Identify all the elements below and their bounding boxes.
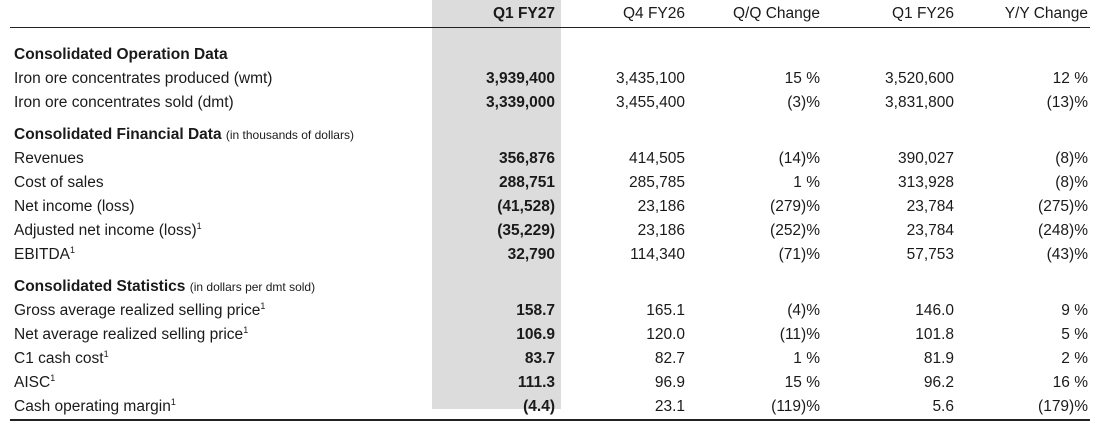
row-label: Net average realized selling price: [14, 326, 244, 343]
row-label: Gross average realized selling price: [14, 302, 261, 319]
financial-summary-table: [10, 0, 1090, 421]
value-qq-change: (14)%: [778, 150, 820, 167]
value-q1fy27: 111.3: [517, 374, 555, 391]
row-label: Iron ore concentrates produced (wmt): [14, 70, 273, 87]
value-q1fy27: 32,790: [507, 246, 555, 263]
section-title: [10, 28, 1090, 68]
footnote-marker: 1: [69, 244, 75, 255]
value-q4fy26: 82.7: [654, 350, 685, 367]
value-qq-change: (11)%: [779, 326, 820, 343]
row-label-cell: [10, 347, 432, 371]
table-row: [10, 195, 1090, 219]
table-row: [10, 299, 1090, 323]
value-q1fy26: 3,520,600: [885, 70, 954, 87]
value-q1fy26: 23,784: [906, 222, 954, 239]
table-row: [10, 67, 1090, 91]
value-q1fy27: 356,876: [498, 150, 555, 167]
value-q4fy26: 23.1: [561, 395, 687, 420]
value-qq-change: (3)%: [787, 94, 820, 111]
value-yy-change: 2 %: [1061, 350, 1088, 367]
table-row: [10, 323, 1090, 347]
value-q4fy26: 3,435,100: [616, 70, 685, 87]
value-yy-change: (43)%: [1046, 246, 1088, 263]
value-yy-change: (8)%: [1055, 174, 1088, 191]
value-q4fy26: 285,785: [628, 174, 685, 191]
row-label: EBITDA: [14, 246, 70, 263]
table-row: [10, 91, 1090, 115]
value-qq-change: 1 %: [793, 174, 820, 191]
footnote-marker: 1: [243, 324, 249, 335]
value-q1fy26: 5.6: [822, 395, 956, 420]
table-row: [10, 243, 1090, 267]
value-yy-change: (248)%: [1038, 222, 1088, 239]
value-q4fy26: 23,186: [637, 198, 685, 215]
value-q4fy26: 96.9: [654, 374, 685, 391]
value-q4fy26: 23,186: [637, 222, 685, 239]
value-q1fy27: 288,751: [498, 174, 555, 191]
section-title-text: Consolidated Financial Data: [14, 126, 222, 143]
value-q1fy27: 3,939,400: [486, 70, 555, 87]
row-label: Adjusted net income (loss): [14, 222, 197, 239]
value-q4fy26: 3,455,400: [616, 94, 685, 111]
header-q4fy26: Q4 FY26: [561, 0, 687, 28]
section-statistics: [10, 267, 1090, 299]
value-qq-change: (4)%: [787, 302, 820, 319]
section-financial: [10, 115, 1090, 147]
value-qq-change: 15 %: [784, 374, 820, 391]
row-label-cell: [10, 323, 432, 347]
value-yy-change: 12 %: [1052, 70, 1088, 87]
value-yy-change: (179)%: [956, 395, 1090, 420]
row-label: AISC: [14, 374, 51, 391]
row-label-cell: [10, 395, 432, 420]
header-q1fy27: Q1 FY27: [432, 0, 561, 28]
row-label: Iron ore concentrates sold (dmt): [14, 94, 234, 111]
value-q4fy26: 120.0: [646, 326, 685, 343]
section-operation: [10, 28, 1090, 68]
value-q1fy26: 57,753: [906, 246, 954, 263]
value-q1fy26: 23,784: [906, 198, 954, 215]
header-q1fy26: Q1 FY26: [822, 0, 956, 28]
value-q1fy27: 106.9: [516, 326, 555, 343]
row-label-cell: [10, 299, 432, 323]
value-q1fy27: (35,229): [497, 222, 555, 239]
value-q1fy27: 3,339,000: [486, 94, 555, 111]
section-title-text: Consolidated Operation Data: [14, 46, 228, 63]
value-q1fy26: 3,831,800: [885, 94, 954, 111]
value-q1fy27: 158.7: [516, 302, 555, 319]
value-yy-change: 16 %: [1052, 374, 1088, 391]
value-q1fy27: 83.7: [524, 350, 555, 367]
table-row: [10, 147, 1090, 171]
header-yy-change: Y/Y Change: [956, 0, 1090, 28]
value-qq-change: (119)%: [687, 395, 822, 420]
value-qq-change: 1 %: [793, 350, 820, 367]
row-label-cell: [10, 371, 432, 395]
row-label-cell: [10, 243, 432, 267]
section-unit-note: (in dollars per dmt sold): [189, 280, 316, 294]
footnote-marker: 1: [260, 300, 266, 311]
row-label: Net income (loss): [14, 198, 135, 215]
footnote-marker: 1: [196, 220, 202, 231]
row-label-cell: [10, 219, 432, 243]
row-label: Revenues: [14, 150, 84, 167]
value-qq-change: (279)%: [770, 198, 820, 215]
value-yy-change: (8)%: [1055, 150, 1088, 167]
value-yy-change: 9 %: [1061, 302, 1088, 319]
footnote-marker: 1: [103, 348, 109, 359]
table-row: [10, 171, 1090, 195]
value-yy-change: (275)%: [1038, 198, 1088, 215]
value-q1fy26: 390,027: [897, 150, 954, 167]
value-q1fy27: (4.4): [432, 395, 561, 420]
value-qq-change: (252)%: [770, 222, 820, 239]
footnote-marker: 1: [50, 372, 56, 383]
header-label-cell: [10, 0, 432, 28]
section-unit-note: (in thousands of dollars): [225, 128, 354, 142]
value-yy-change: (13)%: [1046, 94, 1088, 111]
table-row: [10, 371, 1090, 395]
header-row: [10, 0, 1090, 28]
value-q1fy26: 101.8: [915, 326, 954, 343]
section-title: [10, 115, 1090, 147]
row-label: Cost of sales: [14, 174, 104, 191]
value-qq-change: 15 %: [784, 70, 820, 87]
value-q1fy26: 81.9: [923, 350, 954, 367]
header-qq-change: Q/Q Change: [687, 0, 822, 28]
value-q1fy27: (41,528): [497, 198, 555, 215]
value-yy-change: 5 %: [1061, 326, 1088, 343]
section-title: [10, 267, 1090, 299]
table-row: [10, 219, 1090, 243]
value-q4fy26: 414,505: [628, 150, 685, 167]
value-q1fy26: 96.2: [923, 374, 954, 391]
table-row: [10, 347, 1090, 371]
footnote-marker: 1: [170, 396, 176, 407]
section-title-text: Consolidated Statistics: [14, 278, 186, 295]
row-label: Cash operating margin: [14, 398, 171, 415]
row-label: C1 cash cost: [14, 350, 104, 367]
value-q1fy26: 146.0: [915, 302, 954, 319]
value-q4fy26: 165.1: [646, 302, 685, 319]
value-q4fy26: 114,340: [630, 246, 685, 263]
table-row: [10, 395, 1090, 420]
value-q1fy26: 313,928: [897, 174, 954, 191]
value-qq-change: (71)%: [778, 246, 820, 263]
